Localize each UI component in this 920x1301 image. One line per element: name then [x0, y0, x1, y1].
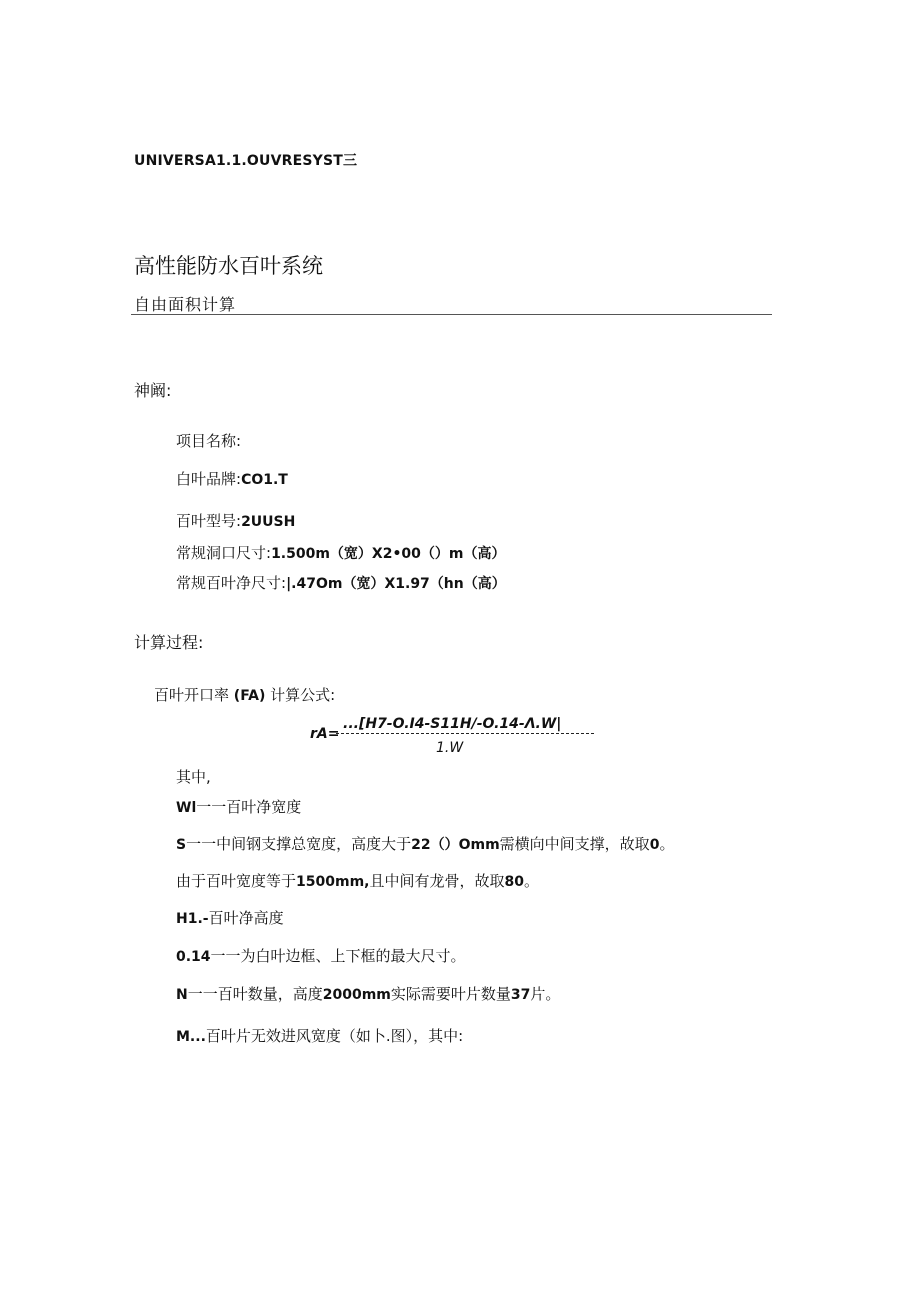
def-text: 且中间有龙骨，故取: [369, 872, 505, 890]
def-text: 一一百叶净宽度: [196, 798, 302, 816]
net-size-row: [176, 572, 506, 593]
def-row-m: [176, 1025, 463, 1046]
formula-denominator: 1.W: [436, 740, 464, 756]
def-row-n: [176, 983, 560, 1004]
def-text: 片。: [530, 985, 561, 1003]
formula-lhs: rA=: [310, 726, 340, 742]
section-heading-calculation: 计算过程:: [134, 633, 204, 652]
def-text: 一一为白叶边框、上下框的最大尺寸。: [210, 947, 466, 965]
def-symbol: M...: [176, 1029, 206, 1045]
document-subtitle: 自由面积计算: [134, 295, 237, 314]
model-row: [176, 510, 295, 531]
def-text: 一一百叶数量，高度: [187, 985, 323, 1003]
model-value: 2UUSH: [241, 514, 296, 530]
def-value: 2000mm: [322, 987, 391, 1003]
def-text: 百叶片无效进风宽度（如卜.图），其中:: [205, 1027, 464, 1045]
opening-size-value: 1.500m（宽）X2•00（）m（高）: [271, 546, 506, 562]
def-text: 。: [659, 835, 675, 853]
def-text: 一一中间钢支撑总宽度，高度大于: [186, 835, 412, 853]
formula-intro: [154, 684, 335, 705]
def-row-wl: [176, 796, 301, 817]
def-value: 37: [510, 987, 531, 1003]
document-header: UNIVERSA1.1.OUVRESYST三: [134, 153, 358, 169]
def-symbol: S: [176, 837, 187, 853]
def-symbol: Wl: [176, 800, 197, 816]
def-symbol: H1.-: [176, 911, 209, 927]
net-size-value: |.47Om（宽）X1.97（hn（高）: [286, 576, 506, 592]
formula-intro-text-a: 百叶开口率: [154, 686, 230, 704]
project-name-label: 项目名称:: [176, 432, 242, 450]
def-text: 百叶净高度: [208, 909, 284, 927]
def-row-h1: [176, 907, 284, 928]
formula-fraction-bar: [336, 733, 594, 734]
opening-size-label: 常规洞口尺寸:: [176, 544, 272, 562]
section-heading-basic: 神阚:: [134, 381, 172, 400]
def-row-frame: [176, 945, 466, 966]
brand-row: [176, 468, 288, 489]
def-value: 1500mm,: [296, 874, 370, 890]
brand-value: CO1.T: [241, 472, 288, 488]
def-text: 。: [523, 872, 539, 890]
brand-label: 白叶品牌:: [176, 470, 242, 488]
formula-intro-text-c: 计算公式:: [270, 686, 336, 704]
def-text: 由于百叶宽度等于: [176, 872, 297, 890]
def-row-s: [176, 833, 674, 854]
project-name-row: [176, 430, 241, 451]
def-row-keel: [176, 870, 539, 891]
def-value: 80: [504, 874, 524, 890]
def-value: 0: [649, 837, 660, 853]
def-symbol: N: [176, 987, 188, 1003]
def-text: 需横向中间支撑，故取: [499, 835, 650, 853]
formula-numerator: ...[H7-O.I4-S11H/-O.14-Λ.W|: [343, 716, 562, 732]
net-size-label: 常规百叶净尺寸:: [176, 574, 287, 592]
opening-size-row: [176, 542, 506, 563]
def-symbol: 0.14: [176, 949, 211, 965]
open-rate-formula: [310, 716, 610, 760]
title-divider: [131, 314, 772, 315]
model-label: 百叶型号:: [176, 512, 242, 530]
def-text: 实际需要叶片数量: [390, 985, 511, 1003]
def-value: 22（）Omm: [411, 837, 500, 853]
formula-intro-fa: (FA): [233, 688, 266, 704]
where-label: 其中,: [176, 768, 211, 786]
document-title: 高性能防水百叶系统: [134, 254, 323, 278]
